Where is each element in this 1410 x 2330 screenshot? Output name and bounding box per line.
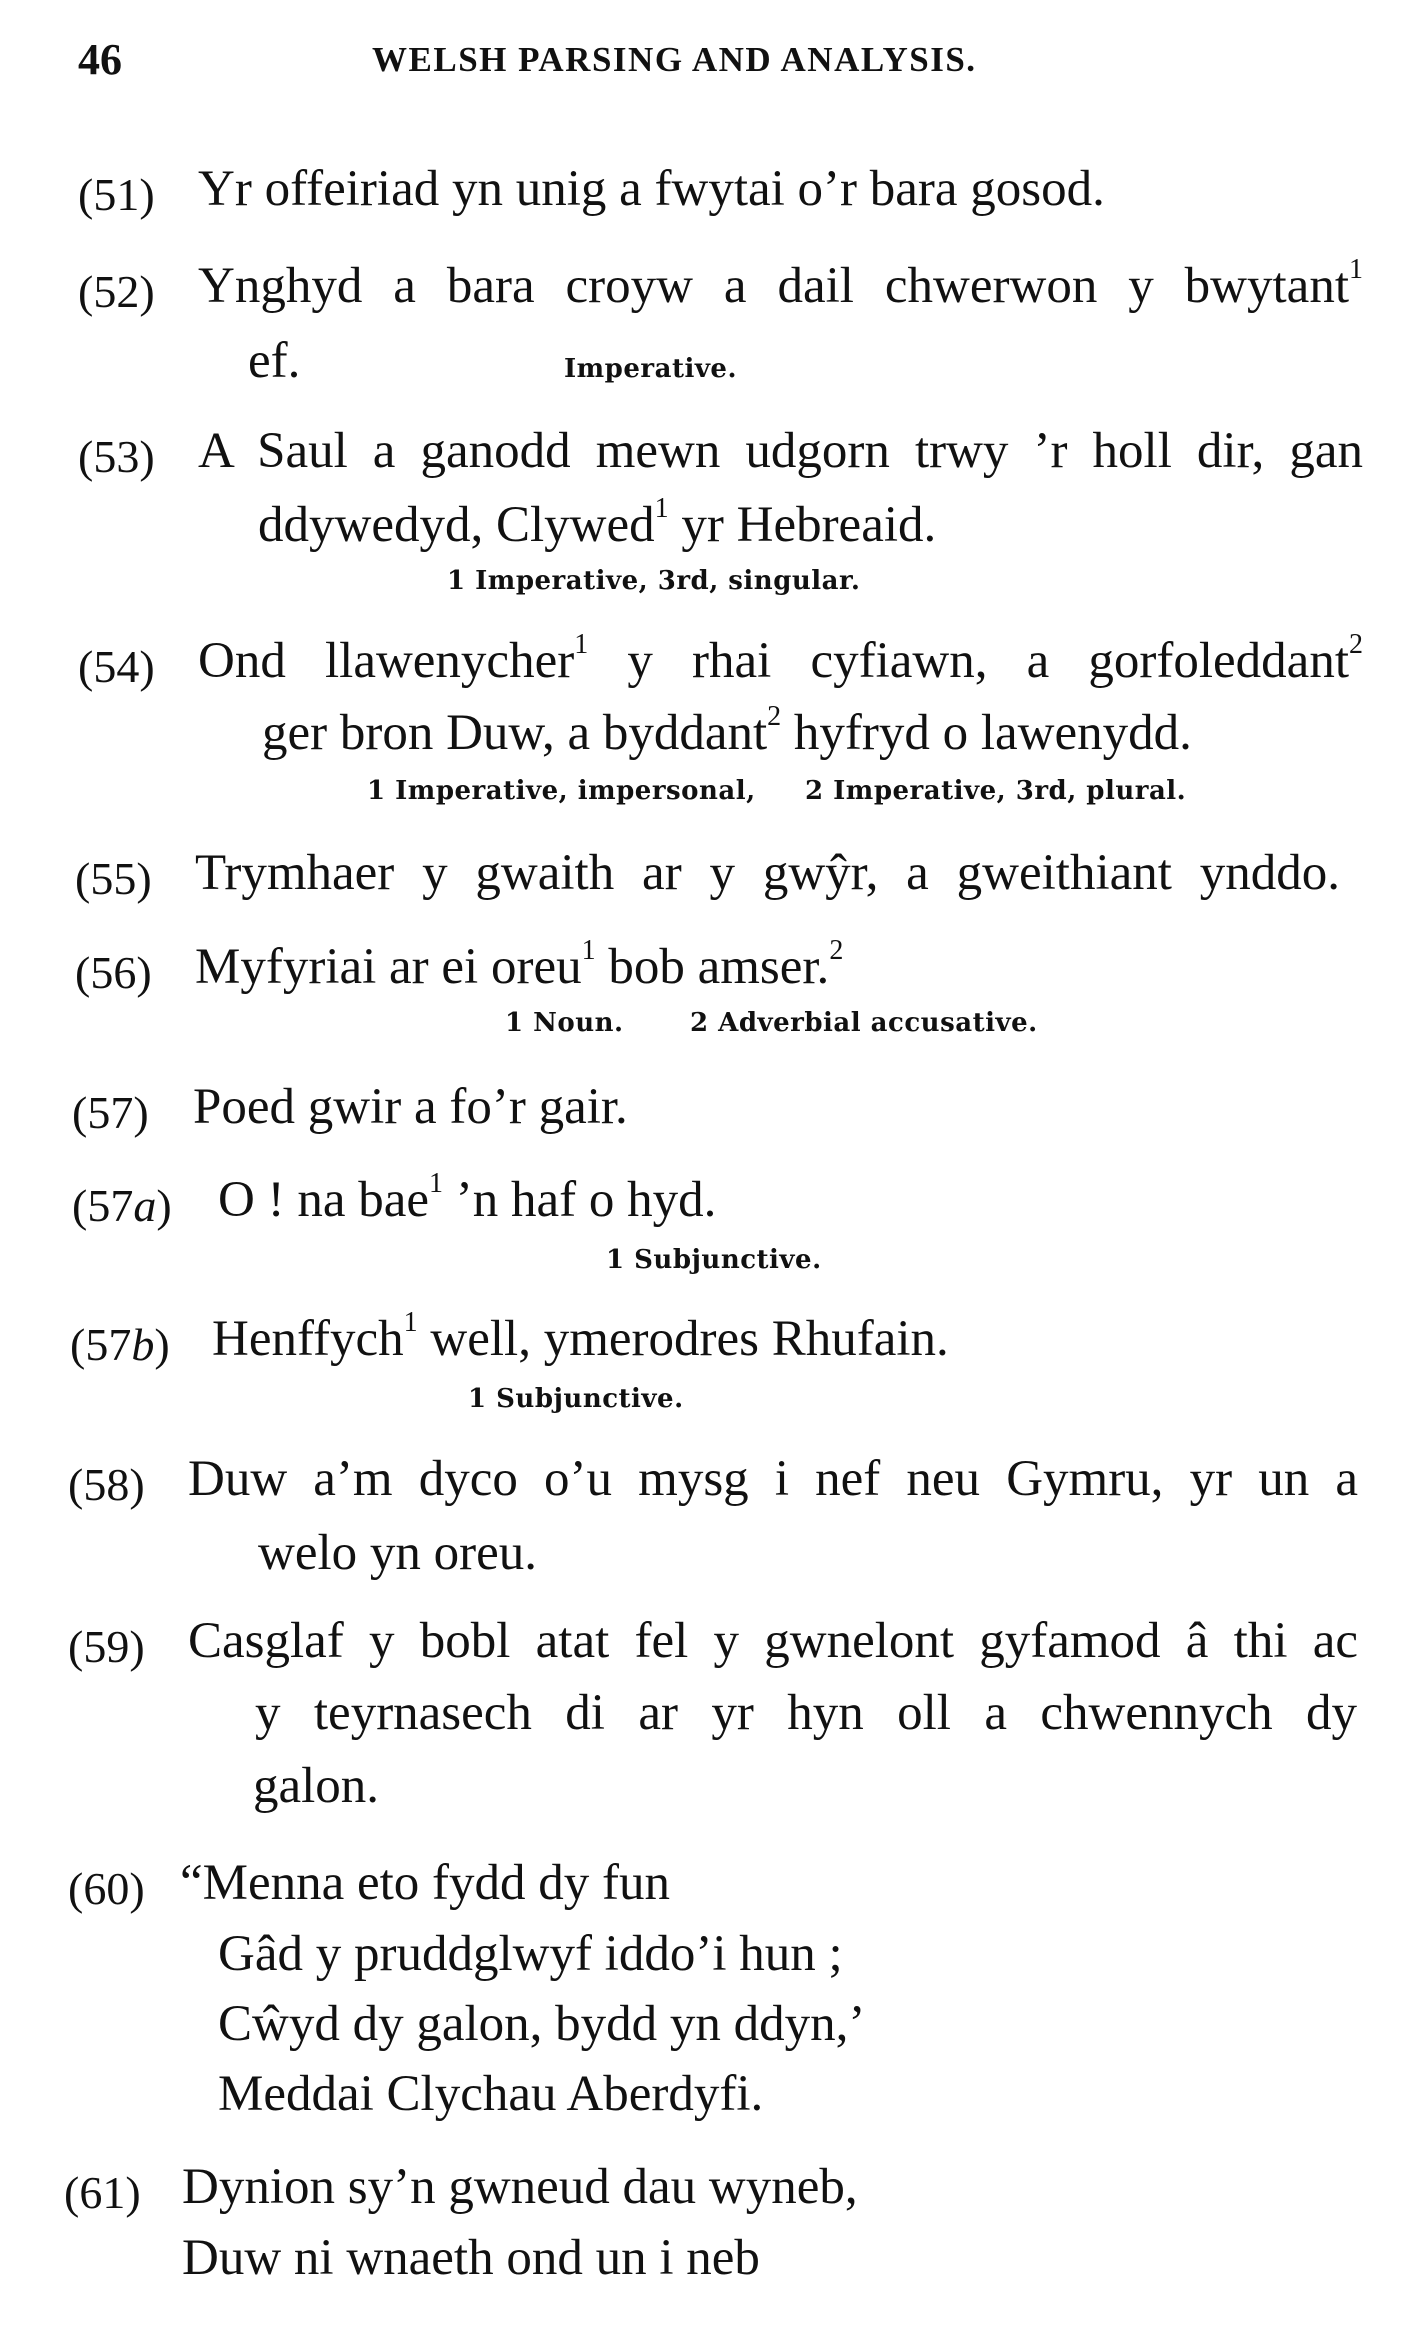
example-line: O ! na bae$^1$ ’n haf o hyd. xyxy=(218,1168,717,1228)
example-number: (51) xyxy=(78,169,155,220)
page-number: 46 xyxy=(78,35,122,84)
example-number: (59) xyxy=(68,1621,145,1672)
example-number: (52) xyxy=(78,266,155,317)
example-number: (53) xyxy=(78,431,155,482)
example-number: (60) xyxy=(68,1863,145,1914)
footnote: 1 Imperative, impersonal, xyxy=(367,776,756,806)
example-number: (58) xyxy=(68,1459,145,1510)
footnote-ref: 1 xyxy=(654,493,669,524)
verse-line: Gâd y pruddglwyf iddo’i hun ; xyxy=(218,1926,843,1982)
footnote-ref: 2 xyxy=(829,935,844,966)
example-line: A Saul a ganodd mewn udgorn trwy ’r holl dir, gan xyxy=(198,423,1363,479)
example-line: Yr offeiriad yn unig a fwytai o’r bara gosod. xyxy=(198,161,1105,217)
page-header xyxy=(0,0,1410,90)
example-line: Poed gwir a fo’r gair. xyxy=(193,1079,628,1135)
footnote-ref: 1 xyxy=(428,1168,443,1199)
example-line: Henffych$^1$ well, ymerodres Rhufain. xyxy=(212,1307,949,1367)
example-number: (56) xyxy=(75,947,152,998)
footnote-ref: 2 xyxy=(767,701,782,732)
verse-line: Duw ni wnaeth ond un i neb xyxy=(182,2230,760,2286)
example-number: (61) xyxy=(64,2167,141,2218)
footnote: 1 Imperative, 3rd, singular. xyxy=(447,566,861,596)
example-line: Ond llawenycher$^1$ y rhai cyfiawn, a gorfoleddant$^2$ xyxy=(198,629,1363,689)
example-line: Casglaf y bobl atat fel y gwnelont gyfamod â thi ac xyxy=(188,1613,1358,1669)
footnote: 2 Imperative, 3rd, plural. xyxy=(805,776,1187,806)
verse-line: Meddai Clychau Aberdyfi. xyxy=(218,2066,764,2122)
example-line: Trymhaer y gwaith ar y gwŷr, a gweithiant ynddo. xyxy=(195,845,1340,901)
footnote-ref: 1 xyxy=(574,629,589,660)
example-line: galon. xyxy=(253,1758,380,1814)
example-line: ger bron Duw, a byddant$^2$ hyfryd o lawenydd. xyxy=(262,701,1192,761)
verse-line: Cŵyd dy galon, bydd yn ddyn,’ xyxy=(218,1996,866,2052)
example-line: ddywedyd, Clywed$^1$ yr Hebreaid. xyxy=(258,493,937,553)
footnote: 1 Subjunctive. xyxy=(606,1245,822,1275)
footnote: Imperative. xyxy=(564,354,738,384)
footnote-ref: 1 xyxy=(581,935,596,966)
verse-line: Dynion sy’n gwneud dau wyneb, xyxy=(182,2159,858,2215)
example-number: (57b) xyxy=(70,1319,170,1370)
running-title: WELSH PARSING AND ANALYSIS. xyxy=(372,40,977,79)
example-line: ef. xyxy=(248,333,301,389)
verse-line: “Menna eto fydd dy fun xyxy=(180,1855,671,1911)
footnote: 2 Adverbial accusative. xyxy=(690,1008,1038,1038)
example-line: Duw a’m dyco o’u mysg i nef neu Gymru, yr un a xyxy=(188,1451,1358,1507)
footnote-ref: 1 xyxy=(1349,254,1363,285)
example-line: Myfyriai ar ei oreu$^1$ bob amser.$^2$ xyxy=(195,935,844,995)
example-line: welo yn oreu. xyxy=(258,1525,538,1581)
example-line: Ynghyd a bara croyw a dail chwerwon y bwytant$^1$ xyxy=(198,254,1363,314)
footnote: 1 Subjunctive. xyxy=(468,1384,684,1414)
example-number: (57) xyxy=(72,1087,149,1138)
footnote-ref: 2 xyxy=(1349,629,1363,660)
example-number: (54) xyxy=(78,641,155,692)
example-line: y teyrnasech di ar yr hyn oll a chwennych dy xyxy=(255,1685,1357,1741)
footnote: 1 Noun. xyxy=(505,1008,624,1038)
example-number: (55) xyxy=(75,853,152,904)
footnote-ref: 1 xyxy=(403,1307,418,1338)
example-number: (57a) xyxy=(72,1180,172,1231)
